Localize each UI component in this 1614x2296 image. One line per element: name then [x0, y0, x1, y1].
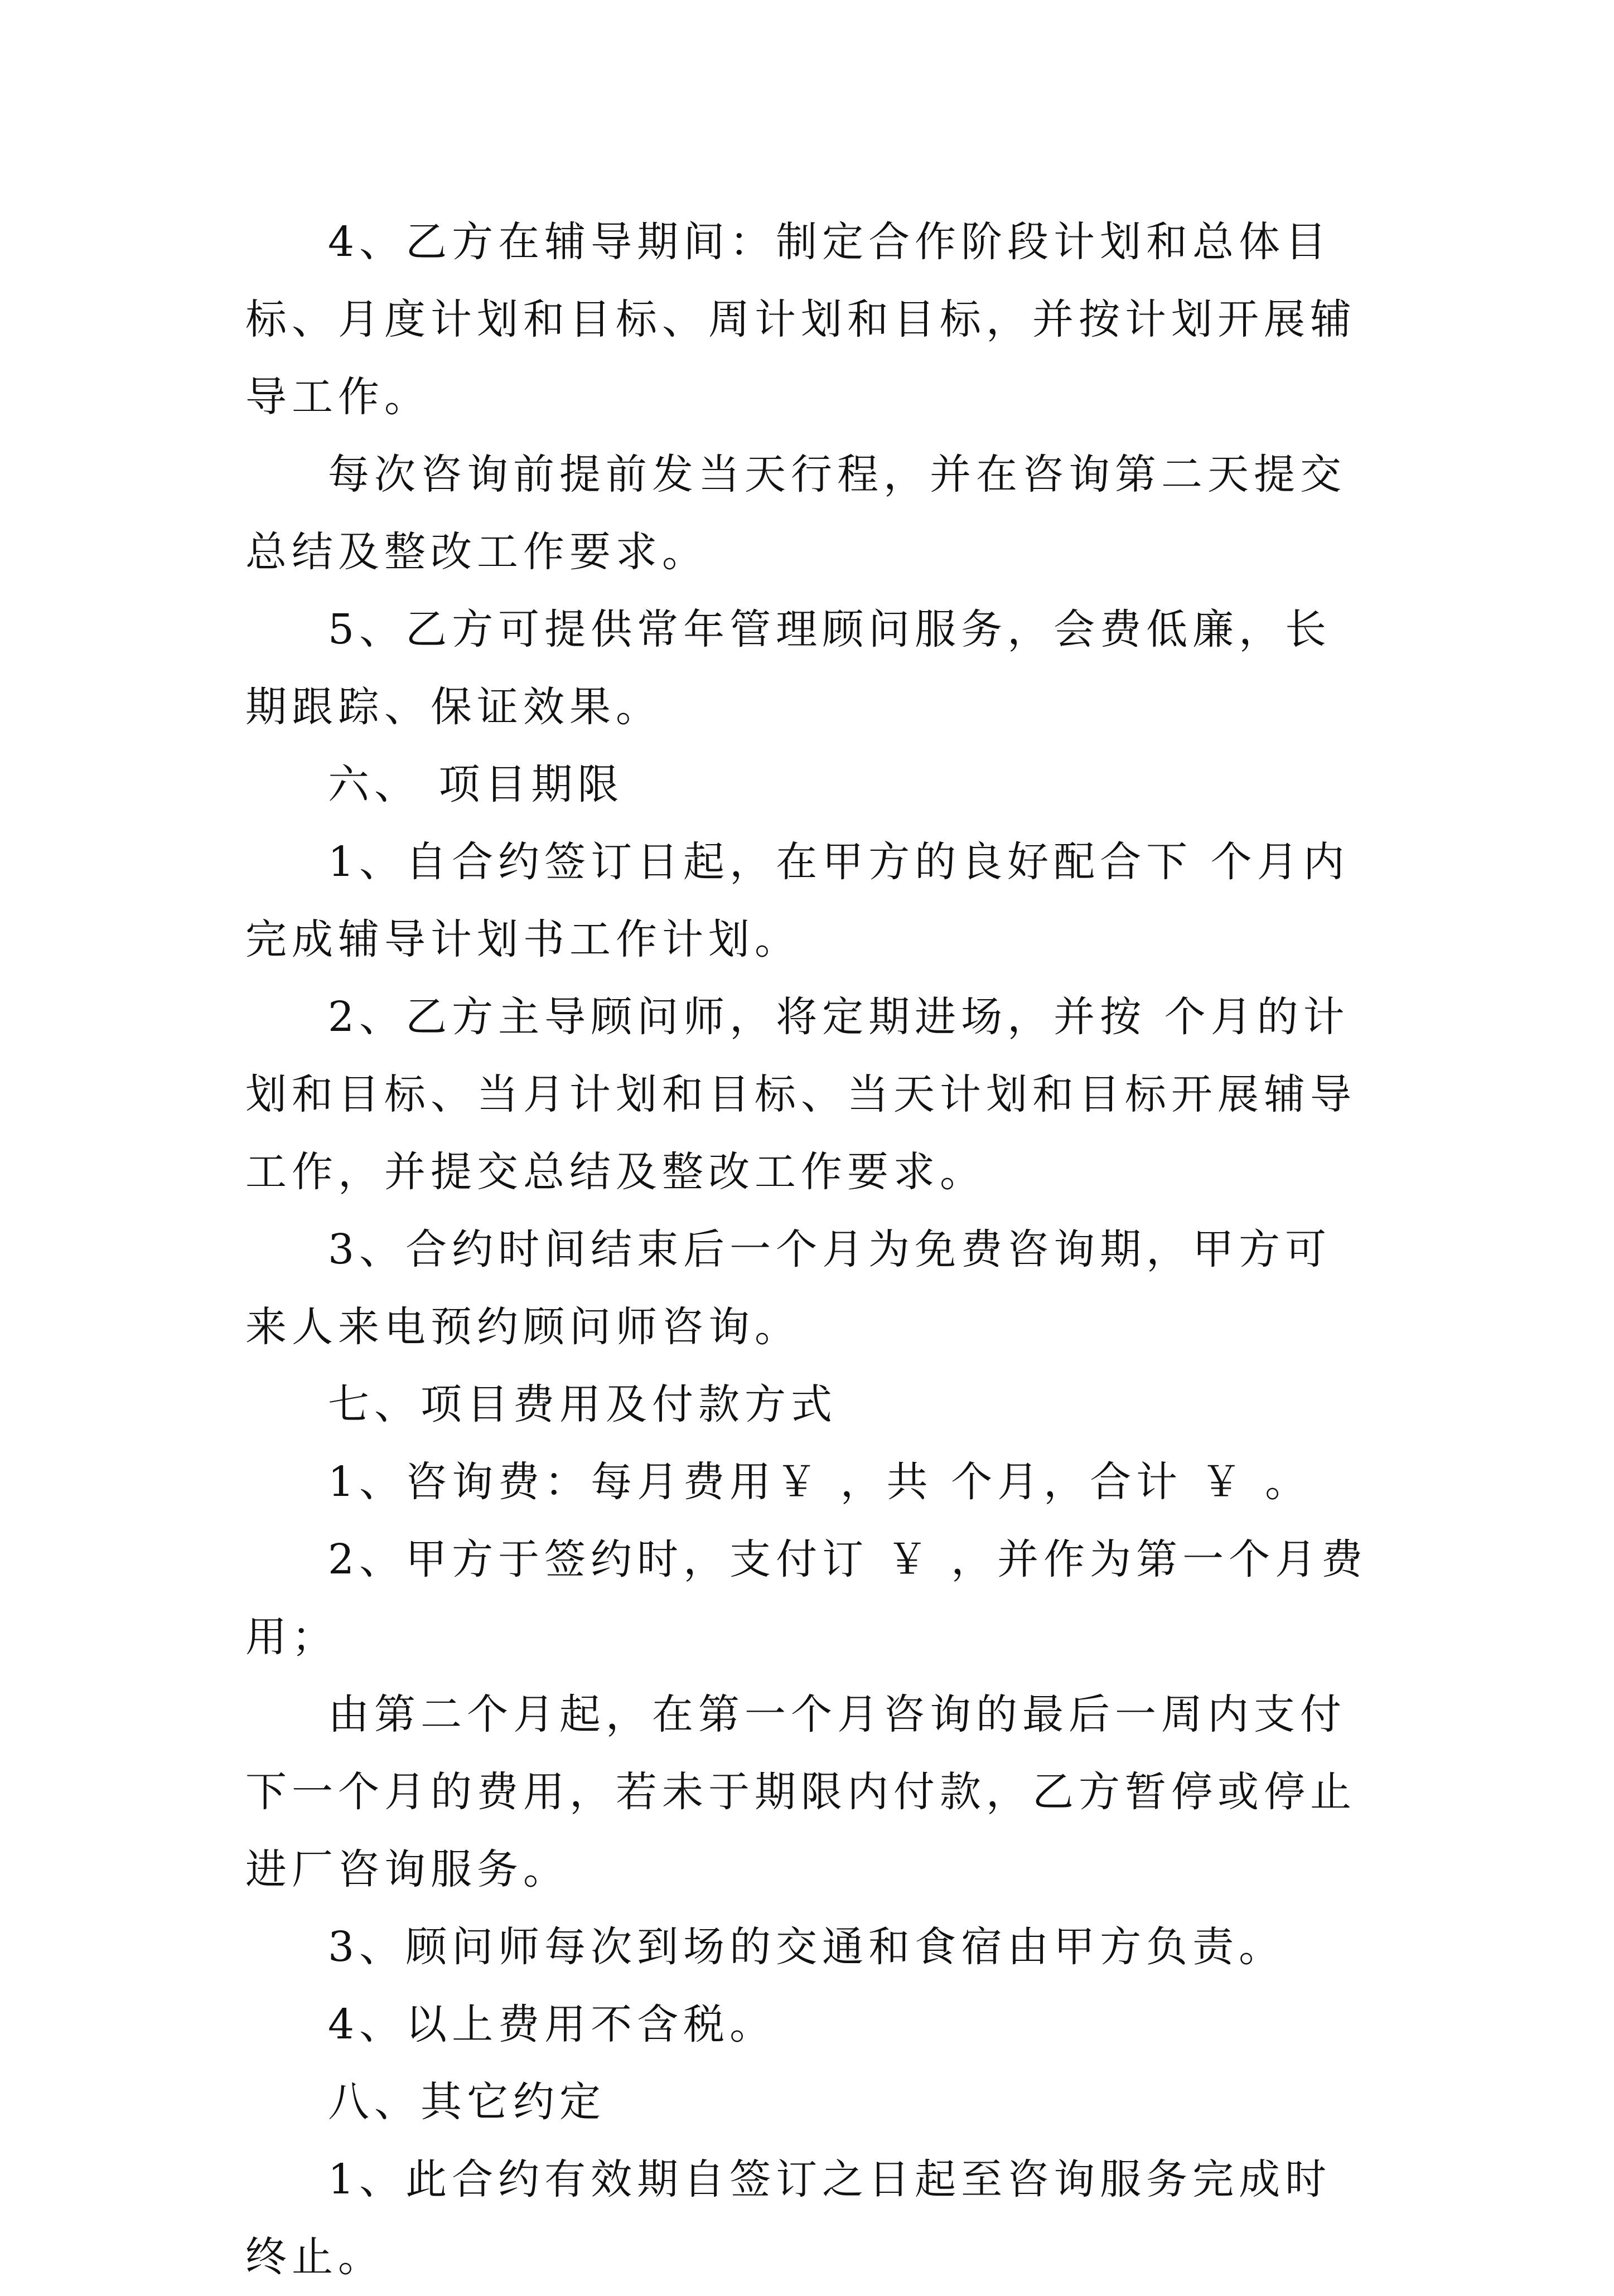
paragraph-term-2: 2、乙方主导顾问师，将定期进场，并按 个月的计划和目标、当月计划和目标、当天计划和目标开展辅导工作，并提交总结及整改工作要求。: [245, 993, 1356, 1196]
paragraph-fee-4: 4、以上费用不含税。: [328, 2000, 776, 2048]
section-heading-project-term: 六、 项目期限: [328, 761, 624, 808]
paragraph-item-4: 4、乙方在辅导期间：制定合作阶段计划和总体目标、月度计划和目标、周计划和目标，并按计划开展辅导工作。: [245, 218, 1356, 421]
paragraph-term-1: 1、自合约签订日起，在甲方的良好配合下 个月内完成辅导计划书工作计划。: [245, 838, 1350, 963]
paragraph-term-3: 3、合约时间结束后一个月为免费咨询期，甲方可来人来电预约顾问师咨询。: [245, 1225, 1332, 1351]
section-heading-other-agreements: 八、其它约定: [328, 2078, 606, 2126]
paragraph-daily-schedule: 每次咨询前提前发当天行程，并在咨询第二天提交总结及整改工作要求。: [245, 451, 1346, 576]
paragraph-fee-1: 1、咨询费：每月费用￥ ，共 个月，合计 ￥ 。: [328, 1458, 1312, 1506]
section-heading-fees-payment: 七、项目费用及付款方式: [328, 1380, 837, 1428]
document-body: [245, 204, 1378, 2296]
paragraph-fee-2-continued: 由第二个月起，在第一个月咨询的最后一周内支付下一个月的费用，若未于期限内付款，乙方暂停或停止进厂咨询服务。: [245, 1690, 1356, 1893]
paragraph-item-5: 5、乙方可提供常年管理顾问服务，会费低廉，长期跟踪、保证效果。: [245, 606, 1332, 731]
paragraph-other-1: 1、此合约有效期自签订之日起至咨询服务完成时终止。: [245, 2155, 1332, 2281]
paragraph-fee-3: 3、顾问师每次到场的交通和食宿由甲方负责。: [328, 1923, 1286, 1971]
paragraph-fee-2: 2、甲方于签约时，支付订 ￥ ，并作为第一个月费用；: [245, 1535, 1368, 1661]
